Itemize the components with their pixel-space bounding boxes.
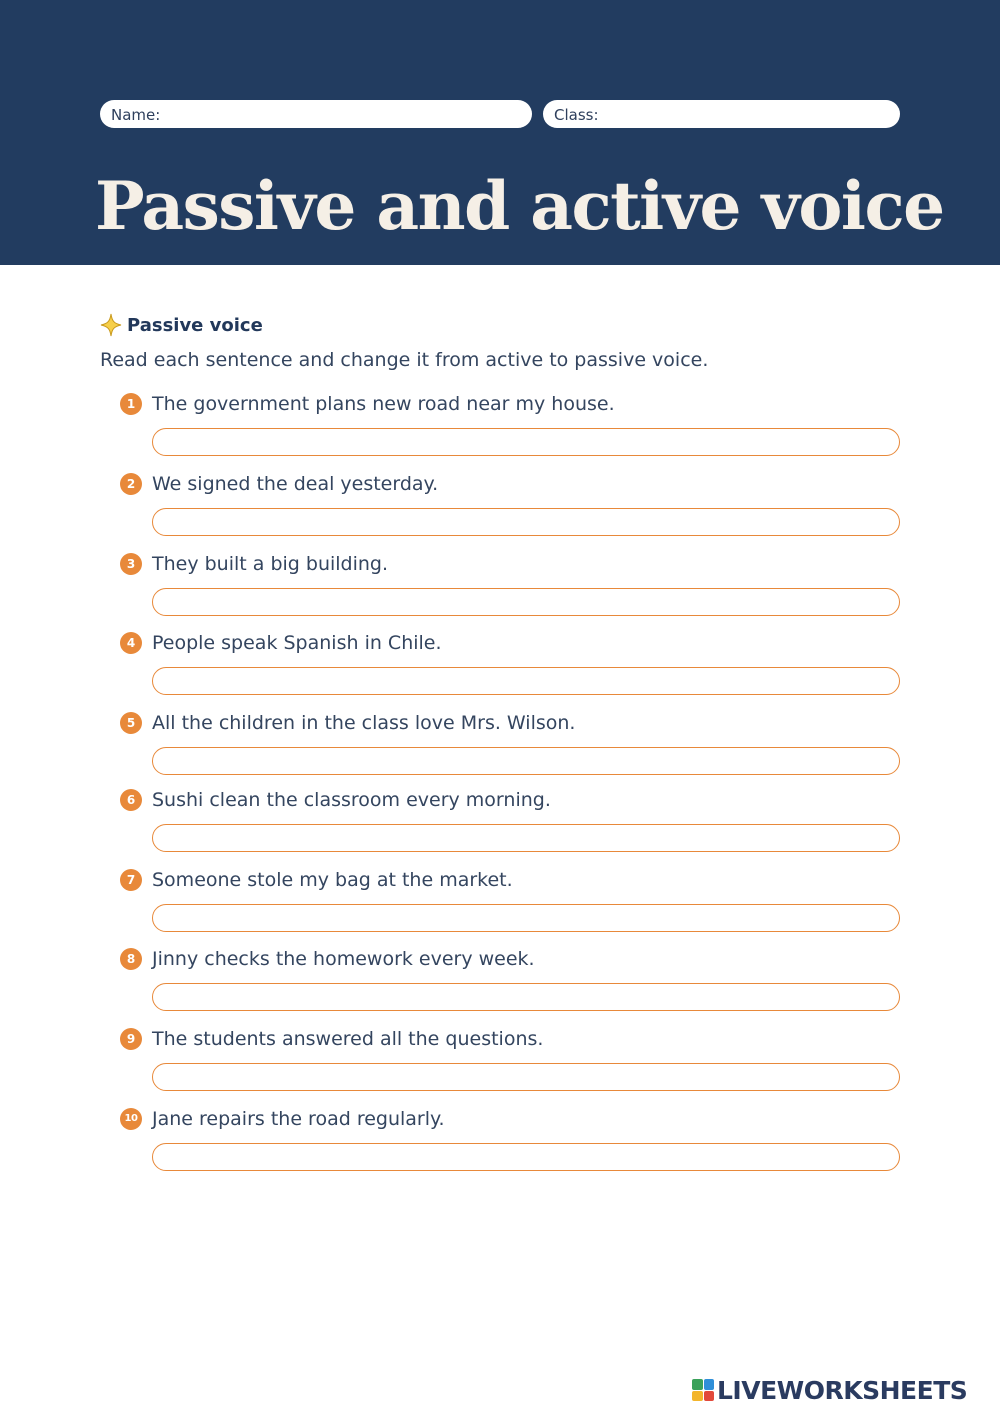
question-item [0, 470, 1000, 540]
question-number-badge: 9 [120, 1028, 142, 1050]
sparkle-icon [100, 313, 122, 337]
answer-input[interactable] [152, 1143, 900, 1171]
answer-input[interactable] [152, 904, 900, 932]
question-item [0, 1025, 1000, 1095]
question-item [0, 550, 1000, 620]
section-title: Passive voice [127, 314, 263, 336]
answer-input[interactable] [152, 667, 900, 695]
question-text: Jane repairs the road regularly. [152, 1108, 445, 1130]
answer-input[interactable] [152, 747, 900, 775]
question-text: We signed the deal yesterday. [152, 473, 439, 495]
question-item [0, 945, 1000, 1015]
question-number-badge: 10 [120, 1108, 142, 1130]
question-number-badge: 4 [120, 632, 142, 654]
question-text: The students answered all the questions. [152, 1028, 544, 1050]
answer-input[interactable] [152, 588, 900, 616]
question-number-badge: 3 [120, 553, 142, 575]
instructions-text: Read each sentence and change it from active to passive voice. [100, 349, 709, 371]
name-field[interactable] [100, 100, 532, 128]
question-number-badge: 6 [120, 789, 142, 811]
question-text: Sushi clean the classroom every morning. [152, 789, 551, 811]
logo-tile [692, 1391, 703, 1402]
question-text: People speak Spanish in Chile. [152, 632, 442, 654]
question-number-badge: 7 [120, 869, 142, 891]
question-item [0, 1105, 1000, 1175]
logo-tile [692, 1379, 703, 1390]
question-item [0, 709, 1000, 779]
name-label: Name: [111, 106, 161, 124]
question-number-badge: 8 [120, 948, 142, 970]
logo-tile [704, 1391, 715, 1402]
question-number-badge: 5 [120, 712, 142, 734]
section-heading [100, 311, 263, 339]
question-text: The government plans new road near my house. [152, 393, 615, 415]
question-item [0, 866, 1000, 936]
question-text: All the children in the class love Mrs. Wilson. [152, 712, 576, 734]
answer-input[interactable] [152, 428, 900, 456]
question-item [0, 786, 1000, 856]
answer-input[interactable] [152, 983, 900, 1011]
answer-input[interactable] [152, 508, 900, 536]
question-text: Jinny checks the homework every week. [152, 948, 535, 970]
logo-text: LIVEWORKSHEETS [717, 1375, 968, 1405]
class-label: Class: [554, 106, 599, 124]
liveworksheets-logo [692, 1374, 967, 1406]
question-text: They built a big building. [152, 553, 389, 575]
class-field[interactable] [543, 100, 900, 128]
header-banner [0, 0, 1000, 265]
question-number-badge: 2 [120, 473, 142, 495]
answer-input[interactable] [152, 824, 900, 852]
logo-tile [704, 1379, 715, 1390]
answer-input[interactable] [152, 1063, 900, 1091]
page-title: Passive and active voice [95, 167, 944, 245]
question-item [0, 629, 1000, 699]
question-text: Someone stole my bag at the market. [152, 869, 513, 891]
question-item [0, 390, 1000, 460]
logo-mark-icon [692, 1379, 714, 1401]
question-number-badge: 1 [120, 393, 142, 415]
